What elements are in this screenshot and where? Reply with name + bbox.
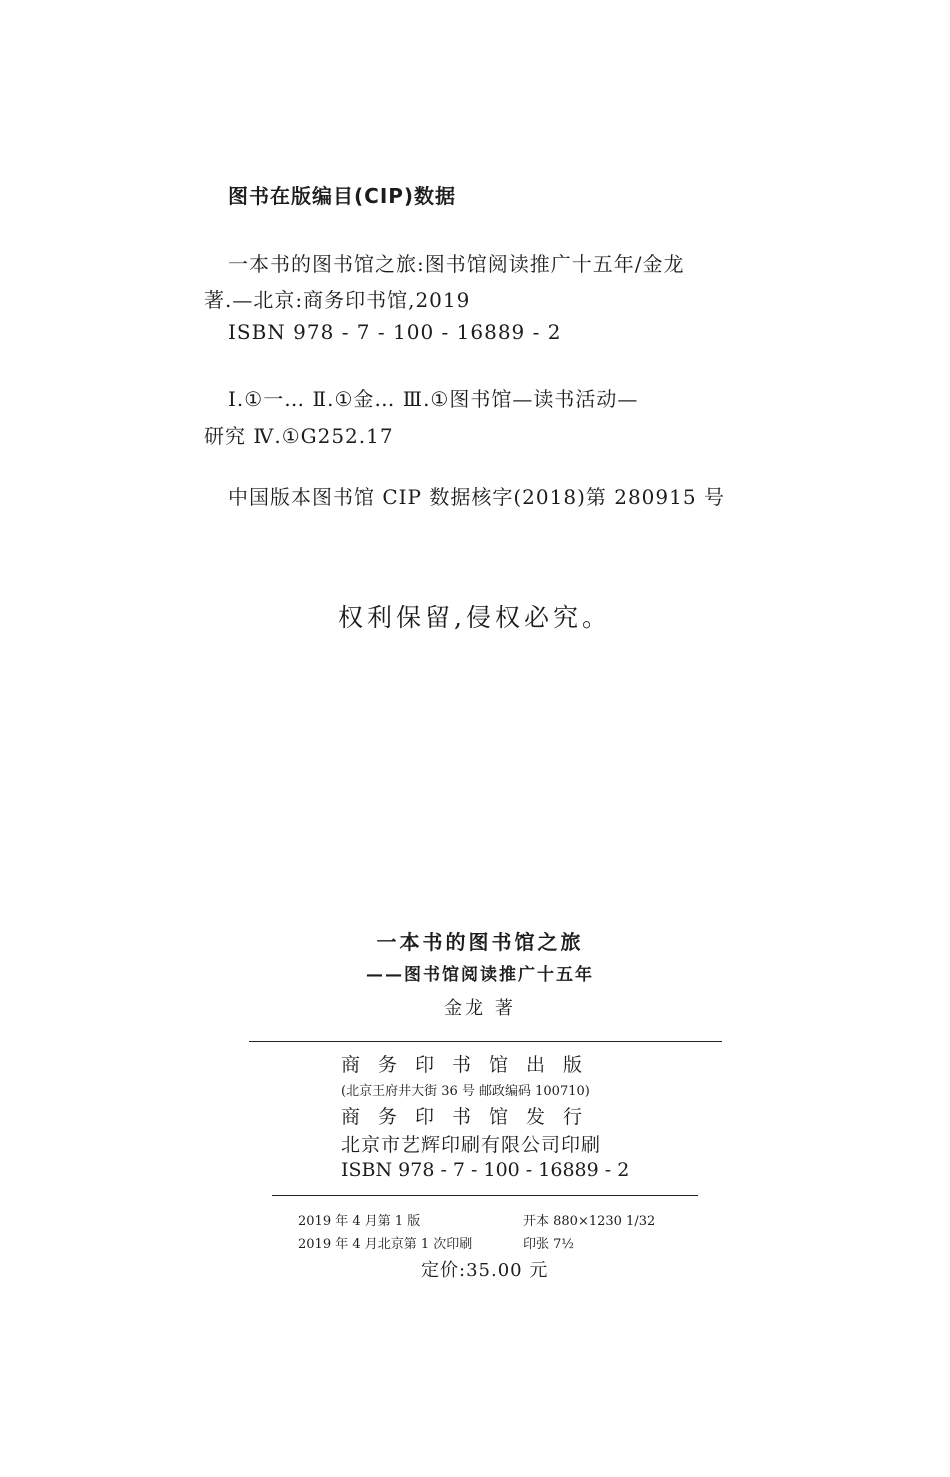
cip-subject-line-2: 研究 Ⅳ.①G252.17 xyxy=(204,424,394,448)
colophon-format: 开本 880×1230 1/32 xyxy=(523,1214,656,1229)
colophon-isbn: ISBN 978 - 7 - 100 - 16889 - 2 xyxy=(341,1159,630,1181)
colophon-price: 定价:35.00 元 xyxy=(421,1260,549,1281)
cip-title-line-1: 一本书的图书馆之旅:图书馆阅读推广十五年/金龙 xyxy=(228,252,685,276)
colophon-distributor: 商务印书馆发行 xyxy=(341,1106,601,1128)
colophon-publisher: 商务印书馆出版 xyxy=(341,1054,601,1076)
cip-heading: 图书在版编目(CIP)数据 xyxy=(228,184,457,208)
colophon-author: 金龙 著 xyxy=(444,998,516,1019)
cip-number: 中国版本图书馆 CIP 数据核字(2018)第 280915 号 xyxy=(228,485,725,509)
colophon-title: 一本书的图书馆之旅 xyxy=(376,930,584,954)
colophon-edition: 2019 年 4 月第 1 版 xyxy=(298,1214,421,1229)
colophon-subtitle: ——图书馆阅读推广十五年 xyxy=(366,965,594,985)
colophon-printer: 北京市艺辉印刷有限公司印刷 xyxy=(341,1134,602,1156)
cip-title-line-2: 著.—北京:商务印书馆,2019 xyxy=(204,288,471,312)
cip-subject-line-1: Ⅰ.①一… Ⅱ.①金… Ⅲ.①图书馆—读书活动— xyxy=(228,387,639,411)
cip-isbn: ISBN 978 - 7 - 100 - 16889 - 2 xyxy=(228,320,562,344)
colophon-address: (北京王府井大街 36 号 邮政编码 100710) xyxy=(341,1084,590,1099)
divider-bottom xyxy=(272,1195,698,1196)
colophon-printing: 2019 年 4 月北京第 1 次印刷 xyxy=(298,1237,473,1252)
divider-top xyxy=(249,1041,722,1042)
rights-notice: 权利保留,侵权必究。 xyxy=(338,603,611,632)
colophon-sheets: 印张 7½ xyxy=(523,1237,575,1252)
